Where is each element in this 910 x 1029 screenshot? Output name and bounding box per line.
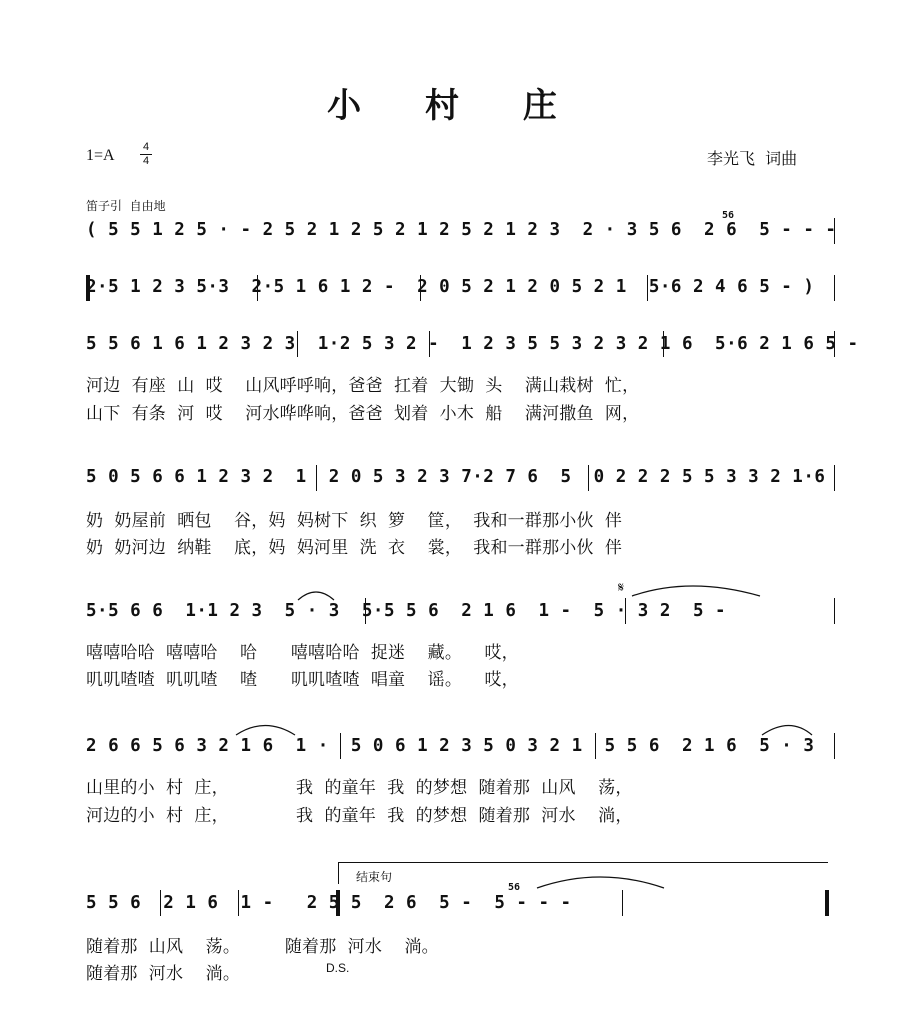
notation-row-1: ( 5 5 1 2 5 · - 2 5 2 1 2 5 2 1 2 5 2 1 2 3 2 · 3 5 6 2 6 5 - - - bbox=[86, 220, 837, 240]
lyric-line-6a: 山里的小 村 庄， 我 的童年 我 的梦想 随着那 山风 荡， bbox=[86, 778, 633, 798]
slur bbox=[298, 592, 334, 600]
segno-sign: 𝄋 bbox=[618, 580, 625, 596]
slur bbox=[537, 877, 664, 888]
lyric-line-5b: 叽叽喳喳 叽叽喳 喳 叽叽喳喳 唱童 谣。 哎， bbox=[86, 670, 519, 690]
notation-row-7: 5 5 6 2 1 6 1 - 2 5 5 2 6 5 - 5 - - - bbox=[86, 893, 572, 913]
notation-row-2: 2·5 1 2 3 5·3 2·5 1 6 1 2 - 2 0 5 2 1 2 0 5 2 1 5·6 2 4 6 5 - ) bbox=[86, 277, 815, 297]
lyric-line-5a: 嘻嘻哈哈 嘻嘻哈 哈 嘻嘻哈哈 捉迷 藏。 哎， bbox=[86, 643, 519, 663]
slur bbox=[762, 726, 812, 736]
lyric-line-6b: 河边的小 村 庄， 我 的童年 我 的梦想 随着那 河水 淌， bbox=[86, 806, 633, 826]
notation-row-4: 5 0 5 6 6 1 2 3 2 1 2 0 5 3 2 3 7·2 7 6 5 0 2 2 2 5 5 3 3 2 1·6 bbox=[86, 467, 826, 487]
ending-label: 结束句 bbox=[356, 870, 393, 884]
grace-note-ending: 56 bbox=[508, 882, 521, 893]
lyric-line-3b: 山下 有条 河 哎 河水哗哗响，爸爸 划着 小木 船 满河撒鱼 网， bbox=[86, 404, 640, 424]
lyric-line-7a: 随着那 山风 荡。 随着那 河水 淌。 bbox=[86, 937, 439, 957]
lyric-line-4a: 奶 奶屋前 晒包 谷，妈 妈树下 织 箩 筐， 我和一群那小伙 伴 bbox=[86, 511, 623, 531]
notation-row-6: 2 6 6 5 6 3 2 1 6 1 · 5 0 6 1 2 3 5 0 3 2 1 5 5 6 2 1 6 5 · 3 bbox=[86, 736, 815, 756]
lyric-line-3a: 河边 有座 山 哎 山风呼呼响，爸爸 扛着 大锄 头 满山栽树 忙， bbox=[86, 376, 640, 396]
grace-note: 56 bbox=[722, 210, 735, 221]
slur bbox=[632, 586, 760, 596]
notation-row-3: 5 5 6 1 6 1 2 3 2 3 1·2 5 3 2 - 1 2 3 5 5 3 2 3 2 1 6 5·6 2 1 6 5 - bbox=[86, 334, 859, 354]
lyric-line-4b: 奶 奶河边 纳鞋 底，妈 妈河里 洗 衣 裳， 我和一群那小伙 伴 bbox=[86, 538, 623, 558]
song-title: 小 村 庄 bbox=[327, 86, 583, 126]
lyric-line-7b: 随着那 河水 淌。 bbox=[86, 964, 241, 984]
author-credit: 李光飞 词曲 bbox=[707, 149, 798, 168]
key-signature: 1=A bbox=[86, 147, 115, 164]
slur bbox=[236, 726, 295, 736]
time-signature-bottom: 4 bbox=[142, 155, 150, 167]
ds-marking: D.S. bbox=[326, 961, 350, 975]
notation-row-5: 5·5 6 6 1·1 2 3 5 · 3 5·5 5 6 2 1 6 1 - 5 · 3 2 5 - bbox=[86, 601, 727, 621]
intro-label: 笛子引 自由地 bbox=[86, 199, 166, 213]
time-signature-top: 4 bbox=[142, 141, 150, 153]
